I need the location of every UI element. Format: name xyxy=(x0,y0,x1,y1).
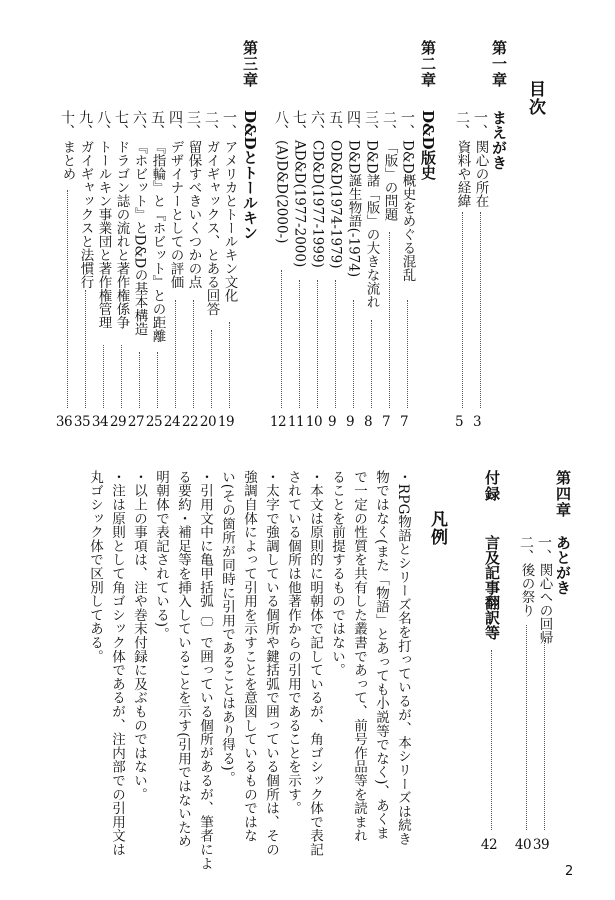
toc-entry-text: ドラゴン誌の流れと著作権係争 xyxy=(113,140,130,329)
toc-entry-number: 九、 xyxy=(77,110,93,138)
toc-entry-text: デザイナーとしての評価 xyxy=(167,140,184,289)
toc-entry-number: 一、 xyxy=(536,535,552,563)
note-line: ・引用文中に亀甲括弧〔〕で囲っている個所があるが、筆者によ xyxy=(197,470,213,871)
note-line: ・注は原則として角ゴシック体であるが、注内部での引用文は xyxy=(109,470,125,857)
toc-entry-page: 25 xyxy=(145,414,163,430)
toc-entry-text: (A)D&D(2000-) xyxy=(273,140,290,244)
toc-entry-page: 10 xyxy=(305,414,323,430)
appendix-label: 付録 xyxy=(483,470,501,502)
toc-entry-page: 11 xyxy=(287,414,305,430)
toc-entry-page: 24 xyxy=(163,414,181,430)
toc-entry-number: 十、 xyxy=(59,110,75,138)
toc-entry-text: 『ホビット』とD&Dの基本構造 xyxy=(131,140,148,336)
toc-entry-page: 3 xyxy=(472,414,482,430)
appendix-page: 42 xyxy=(480,837,498,853)
toc-entry-text: ガイギャックス、とある回答 xyxy=(203,140,220,316)
toc-entry-number: 六、 xyxy=(131,110,147,138)
note-line: 明朝体で表記されている)。 xyxy=(153,470,169,642)
toc-heading: 目次 xyxy=(525,80,545,116)
toc-entry-page: 9 xyxy=(345,414,355,430)
leader-dots xyxy=(480,212,481,408)
chapter-2-label: 第二章 xyxy=(419,40,437,88)
toc-entry-page: 40 xyxy=(514,837,532,853)
toc-entry-number: 八、 xyxy=(273,110,289,138)
toc-entry-number: 六、 xyxy=(309,110,325,138)
toc-entry-number: 一、 xyxy=(472,110,488,138)
toc-entry-page: 12 xyxy=(269,414,287,430)
toc-entry-text: ガイギャックスと法慣行 xyxy=(77,140,94,289)
toc-entry-page: 19 xyxy=(217,414,235,430)
toc-entry-text: トールキン事業団と著作権管理 xyxy=(95,140,112,329)
leader-dots xyxy=(353,300,354,408)
leader-dots xyxy=(335,280,336,408)
chapter-4-title: あとがき xyxy=(554,535,572,595)
note-line: 物ではなく(また「物語」とあっても小説等でなく)、あくま xyxy=(373,470,389,840)
note-line: ・本文は原則的に明朝体で記しているが、角ゴシック体で表記 xyxy=(307,470,323,857)
toc-entry-text: 資料や経緯 xyxy=(454,140,471,208)
toc-entry-text: D&D諸「版」の大きな流れ xyxy=(363,140,380,309)
toc-entry-number: 一、 xyxy=(221,110,237,138)
leader-dots xyxy=(281,270,282,408)
chapter-2-title: D&D版史 xyxy=(419,110,437,180)
toc-entry-text: 『指輪』と『ホビット』との距離 xyxy=(149,140,166,343)
chapter-3-label: 第三章 xyxy=(241,40,259,88)
toc-entry-number: 四、 xyxy=(167,110,183,138)
toc-entry-number: 四、 xyxy=(345,110,361,138)
leader-dots xyxy=(371,320,372,408)
toc-entry-page: 27 xyxy=(127,414,145,430)
chapter-3-title: D&Dとトールキン xyxy=(241,110,259,240)
leader-dots xyxy=(317,280,318,408)
page-number: 2 xyxy=(565,864,574,879)
leader-dots xyxy=(491,650,492,830)
toc-entry-page: 29 xyxy=(109,414,127,430)
note-line: ・以上の事項は、注や巻末付録に及ぶものではない。 xyxy=(131,470,147,802)
leader-dots xyxy=(121,345,122,408)
toc-entry-page: 34 xyxy=(91,414,109,430)
toc-entry-number: 七、 xyxy=(113,110,129,138)
chapter-4-label: 第四章 xyxy=(554,470,572,518)
leader-dots xyxy=(299,280,300,408)
toc-entry-text: 後の祭り xyxy=(518,563,535,617)
toc-entry-number: 八、 xyxy=(95,110,111,138)
note-line: 強調自体によって引用を示すことを意図しているものではな xyxy=(241,470,257,843)
toc-entry-page: 39 xyxy=(532,837,550,853)
toc-entry-number: 二、 xyxy=(381,110,397,138)
leader-dots xyxy=(211,330,212,408)
chapter-1-title: まえがき xyxy=(490,110,508,170)
toc-entry-number: 七、 xyxy=(291,110,307,138)
note-line: ることを前提するものではない。 xyxy=(329,470,345,677)
leader-dots xyxy=(544,640,545,830)
leader-dots xyxy=(67,190,68,408)
toc-entry-page: 7 xyxy=(381,414,391,430)
note-line: 丸ゴシック体で区別してある。 xyxy=(87,470,103,664)
toc-entry-number: 二、 xyxy=(203,110,219,138)
leader-dots xyxy=(389,232,390,408)
toc-entry-page: 7 xyxy=(399,414,409,430)
toc-entry-page: 9 xyxy=(327,414,337,430)
toc-entry-number: 二、 xyxy=(518,535,534,563)
toc-entry-number: 三、 xyxy=(363,110,379,138)
toc-entry-text: AD&D(1977-2000) xyxy=(291,140,308,268)
toc-entry-text: OD&D(1974-1979) xyxy=(327,140,344,269)
toc-entry-page: 35 xyxy=(73,414,91,430)
note-line: い(その箇所が同時に引用であることはあり得る)。 xyxy=(219,470,235,785)
toc-entry-text: D&D誕生物語(-1974) xyxy=(345,140,362,278)
toc-entry-text: 留保すべきいくつかの点 xyxy=(185,140,202,289)
leader-dots xyxy=(157,352,158,408)
leader-dots xyxy=(407,300,408,408)
leader-dots xyxy=(229,322,230,408)
toc-entry-text: D&D概史をめぐる混乱 xyxy=(399,140,416,282)
toc-entry-text: 「版」の問題 xyxy=(381,140,398,221)
appendix-title: 言及記事翻訳等 xyxy=(483,535,501,640)
toc-entry-number: 二、 xyxy=(454,110,470,138)
leader-dots xyxy=(526,625,527,830)
toc-entry-number: 五、 xyxy=(327,110,343,138)
note-line: ・RPG物語とシリーズ名を打っているが、本シリーズは続き xyxy=(395,470,411,846)
note-line: ・太字で強調している個所や鍵括弧で囲っている個所は、その xyxy=(263,470,279,857)
leader-dots xyxy=(175,300,176,408)
toc-entry-text: 関心への回帰 xyxy=(536,563,553,644)
notes-heading: 凡例 xyxy=(427,510,447,546)
leader-dots xyxy=(139,352,140,408)
note-line: る要約・補足等を挿入していることを示す(引用ではないため xyxy=(175,470,191,849)
toc-entry-page: 22 xyxy=(181,414,199,430)
toc-entry-text: まとめ xyxy=(59,140,76,181)
note-line: されている個所は他著作からの引用であることを示す。 xyxy=(285,470,301,815)
toc-entry-number: 五、 xyxy=(149,110,165,138)
leader-dots xyxy=(193,300,194,408)
toc-entry-text: CD&D(1977-1999) xyxy=(309,140,326,268)
toc-entry-number: 一、 xyxy=(399,110,415,138)
toc-entry-page: 20 xyxy=(199,414,217,430)
leader-dots xyxy=(85,290,86,408)
toc-entry-text: 関心の所在 xyxy=(472,140,489,208)
toc-entry-page: 5 xyxy=(454,414,464,430)
chapter-1-label: 第一章 xyxy=(490,40,508,88)
leader-dots xyxy=(103,345,104,408)
toc-entry-page: 36 xyxy=(55,414,73,430)
leader-dots xyxy=(462,212,463,408)
toc-entry-page: 8 xyxy=(363,414,373,430)
toc-entry-number: 三、 xyxy=(185,110,201,138)
note-line: で一定の性質を共有した叢書であって、前号作品等を読まれ xyxy=(351,470,367,843)
toc-entry-text: アメリカとトールキン文化 xyxy=(221,140,238,302)
